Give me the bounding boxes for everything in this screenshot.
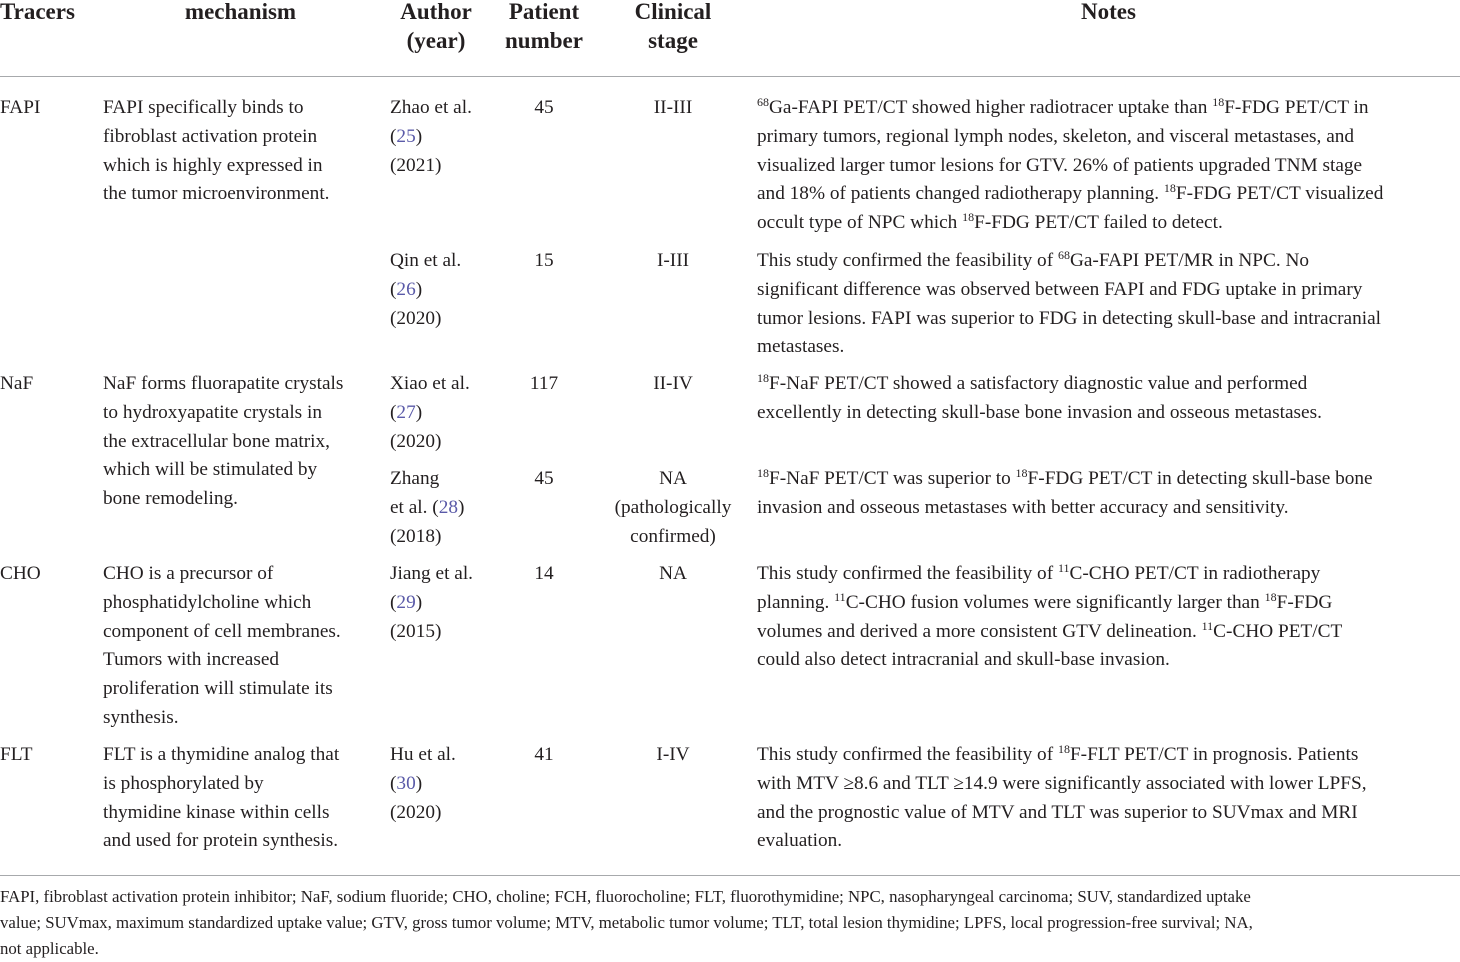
author-year: (2020) (390, 307, 442, 329)
notes-line: and the prognostic value of MTV and TLT was superior to SUVmax and MRI (757, 801, 1358, 823)
author-year: (2021) (390, 154, 442, 176)
author-ref: (25) (390, 125, 423, 147)
row-5-tracer: FLT (0, 744, 33, 765)
mechanism-line: Tumors with increased (103, 649, 280, 671)
row-1-author (390, 247, 461, 333)
mechanism-line: proliferation will stimulate its (103, 678, 333, 700)
row-4-notes (757, 560, 1460, 675)
author-ref: (27) (390, 401, 423, 423)
row-2-mechanism (103, 370, 343, 514)
header-stage-line1: Clinical (634, 0, 712, 24)
notes-line: $^{68}$Ga-FAPI PET/CT showed higher radiotracer uptake than $^{18}$F-FDG PET/CT in (757, 95, 1369, 118)
header-patient-line2: number (505, 28, 583, 53)
footnote-line: value; SUVmax, maximum standardized uptake value; GTV, gross tumor volume; MTV, metabolic tumor volume; TLT, total lesion thymidine; LPFS, local progression-free survival; NA, (0, 913, 1253, 932)
stage-line: NA (659, 563, 687, 584)
header-stage-line2: stage (648, 28, 698, 53)
mechanism-line: fibroblast activation protein (103, 125, 318, 147)
notes-line: $^{18}$F-NaF PET/CT showed a satisfactory diagnostic value and performed (757, 371, 1308, 394)
row-5-author (390, 741, 456, 827)
author-year: (2015) (390, 620, 442, 642)
mechanism-line: bone remodeling. (103, 488, 238, 510)
stage-line: I-IV (656, 744, 690, 765)
row-2-notes (757, 370, 1460, 428)
reference-link[interactable]: 27 (396, 401, 416, 423)
header-author (390, 0, 482, 55)
row-0-patients: 45 (534, 97, 554, 118)
notes-line: primary tumors, regional lymph nodes, skeleton, and visceral metastases, and (757, 125, 1355, 147)
author-name: Qin et al. (390, 250, 462, 271)
row-0-mechanism (103, 94, 330, 209)
mechanism-line: synthesis. (103, 706, 179, 728)
table-bottom-rule (0, 875, 1460, 876)
mechanism-line: component of cell membranes. (103, 620, 341, 642)
mechanism-line: the tumor microenvironment. (103, 183, 330, 205)
author-name: Hu et al. (390, 744, 456, 765)
mechanism-line: CHO is a precursor of (103, 563, 274, 584)
table-footnote (0, 884, 1460, 962)
stage-line: confirmed) (630, 525, 716, 547)
header-author-line2: (year) (406, 28, 466, 53)
author-name: Zhao et al. (390, 97, 472, 118)
row-2-author (390, 370, 470, 456)
notes-line: volumes and derived a more consistent GTV delineation. $^{11}$C-CHO PET/CT (757, 618, 1343, 642)
row-4-stage (606, 560, 740, 589)
author-year: (2020) (390, 801, 442, 823)
row-0-stage (606, 94, 740, 123)
notes-line: significant difference was observed between FAPI and FDG uptake in primary (757, 278, 1363, 300)
header-stage (606, 0, 740, 55)
notes-line: This study confirmed the feasibility of $^{18}$F-FLT PET/CT in prognosis. Patients (757, 742, 1359, 765)
notes-line: invasion and osseous metastases with better accuracy and sensitivity. (757, 496, 1289, 518)
notes-line: metastases. (757, 336, 845, 358)
header-notes: Notes (1081, 0, 1136, 24)
header-author-line1: Author (400, 0, 472, 24)
row-4-tracer: CHO (0, 563, 41, 584)
row-4-author (390, 560, 473, 646)
notes-line: evaluation. (757, 830, 843, 852)
notes-line: This study confirmed the feasibility of $^{11}$C-CHO PET/CT in radiotherapy (757, 561, 1321, 584)
notes-line: occult type of NPC which $^{18}$F-FDG PET/CT failed to detect. (757, 210, 1223, 234)
row-2-tracer: NaF (0, 373, 34, 394)
reference-link[interactable]: 30 (396, 772, 416, 794)
row-5-notes (757, 741, 1460, 856)
stage-line: II-IV (653, 373, 693, 394)
mechanism-line: phosphatidylcholine which (103, 591, 312, 613)
notes-line: visualized larger tumor lesions for GTV. 26% of patients upgraded TNM stage (757, 154, 1363, 176)
row-5-patients: 41 (534, 744, 554, 765)
row-1-stage (606, 247, 740, 276)
reference-link[interactable]: 25 (396, 125, 416, 147)
mechanism-line: which is highly expressed in (103, 154, 323, 176)
header-rule (0, 76, 1460, 77)
stage-line: NA (659, 468, 687, 489)
notes-line: and 18% of patients changed radiotherapy planning. $^{18}$F-FDG PET/CT visualized (757, 181, 1384, 205)
mechanism-line: and used for protein synthesis. (103, 830, 339, 852)
notes-line: tumor lesions. FAPI was superior to FDG in detecting skull-base and intracranial (757, 307, 1382, 329)
author-ref: et al. (28) (390, 496, 465, 518)
stage-line: II-III (653, 97, 693, 118)
footnote-line: not applicable. (0, 939, 99, 958)
mechanism-line: the extracellular bone matrix, (103, 430, 330, 452)
mechanism-line: is phosphorylated by (103, 772, 264, 794)
mechanism-line: to hydroxyapatite crystals in (103, 401, 323, 423)
author-name: Jiang et al. (390, 563, 473, 584)
mechanism-line: FLT is a thymidine analog that (103, 744, 340, 765)
row-1-patients: 15 (534, 250, 554, 271)
reference-link[interactable]: 28 (438, 496, 459, 518)
mechanism-line: NaF forms fluorapatite crystals (103, 373, 344, 394)
notes-line: $^{18}$F-NaF PET/CT was superior to $^{18}$F-FDG PET/CT in detecting skull-base bone (757, 466, 1373, 489)
notes-line: with MTV ≥8.6 and TLT ≥14.9 were significantly associated with lower LPFS, (757, 772, 1367, 794)
author-ref: (29) (390, 591, 423, 613)
mechanism-line: thymidine kinase within cells (103, 801, 330, 823)
notes-line: planning. $^{11}$C-CHO fusion volumes were significantly larger than $^{18}$F-FDG (757, 589, 1333, 613)
header-tracers: Tracers (0, 0, 75, 24)
row-2-stage (606, 370, 740, 399)
author-year: (2020) (390, 430, 442, 452)
author-ref: (26) (390, 278, 423, 300)
notes-line: could also detect intracranial and skull-base invasion. (757, 649, 1170, 671)
author-ref: (30) (390, 772, 423, 794)
row-3-author (390, 465, 464, 551)
reference-link[interactable]: 26 (396, 278, 416, 300)
row-4-mechanism (103, 560, 341, 733)
row-3-notes (757, 465, 1460, 523)
header-mechanism: mechanism (184, 0, 297, 24)
author-name: Xiao et al. (390, 373, 470, 394)
notes-line: excellently in detecting skull-base bone invasion and osseous metastases. (757, 401, 1322, 423)
reference-link[interactable]: 29 (396, 591, 416, 613)
row-3-patients: 45 (534, 468, 554, 489)
author-year: (2018) (390, 525, 442, 547)
header-patient (494, 0, 594, 55)
row-0-tracer: FAPI (0, 97, 41, 118)
row-0-notes (757, 94, 1460, 238)
author-name: Zhang (390, 468, 440, 489)
row-5-mechanism (103, 741, 339, 856)
row-4-patients: 14 (534, 563, 554, 584)
stage-line: (pathologically (614, 496, 732, 518)
mechanism-line: which will be stimulated by (103, 459, 318, 481)
stage-line: I-III (656, 250, 690, 271)
row-2-patients: 117 (529, 373, 559, 394)
footnote-line: FAPI, fibroblast activation protein inhibitor; NaF, sodium fluoride; CHO, choline; FCH, fluorocholine; FLT, fluorothymidine; NPC, nasopharyngeal carcinoma; SUV, standardized uptake (0, 887, 1251, 906)
row-0-author (390, 94, 472, 180)
header-patient-line1: Patient (508, 0, 580, 24)
mechanism-line: FAPI specifically binds to (103, 97, 304, 118)
notes-line: This study confirmed the feasibility of $^{68}$Ga-FAPI PET/MR in NPC. No (757, 248, 1310, 271)
row-5-stage (606, 741, 740, 770)
row-3-stage (606, 465, 740, 551)
row-1-notes (757, 247, 1460, 362)
